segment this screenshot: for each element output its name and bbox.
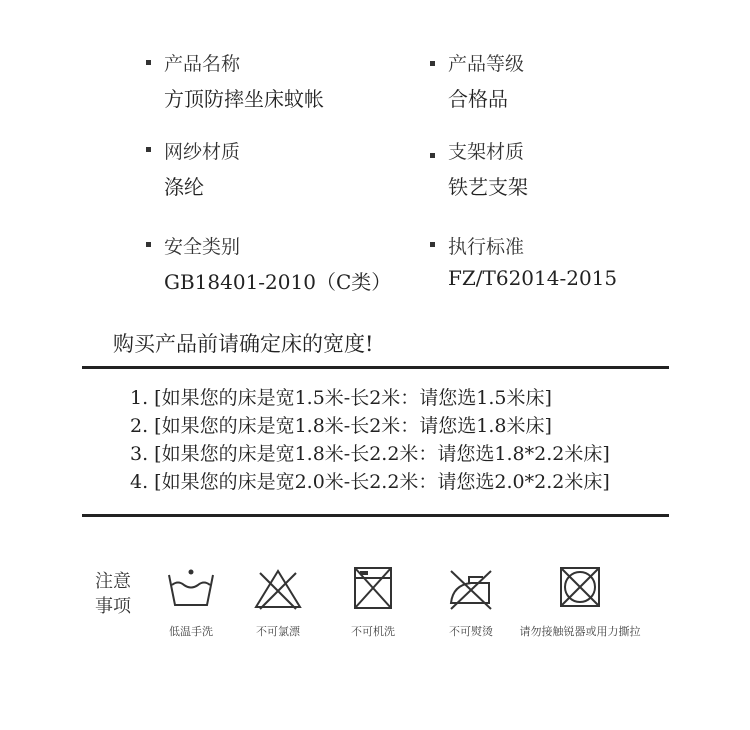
- divider-bottom: [82, 514, 669, 517]
- spec-label: 支架材质: [448, 141, 525, 163]
- care-label: 不可氯漂: [256, 625, 300, 638]
- spec-value: 涤纶: [164, 175, 204, 199]
- spec-value: 方顶防摔坐床蚊帐: [164, 87, 324, 111]
- no-ironing-icon: [441, 565, 501, 611]
- spec-value: FZ/T62014-2015: [448, 266, 618, 290]
- bullet: [146, 242, 151, 247]
- care-label: 请勿接触锐器或用力撕拉: [519, 625, 641, 638]
- no-machine-wash-icon: [343, 565, 403, 611]
- spec-label: 执行标准: [448, 236, 525, 258]
- headline: 购买产品前请确定床的宽度!: [113, 332, 374, 356]
- size-item: 1. [如果您的床是宽1.5米-长2米：请您选1.5米床]: [130, 387, 552, 409]
- bullet: [146, 147, 151, 152]
- size-list: [130, 384, 610, 496]
- bullet: [146, 60, 151, 65]
- bullet: [430, 153, 435, 158]
- bullet: [430, 242, 435, 247]
- spec-label: 安全类别: [164, 236, 241, 258]
- bullet: [430, 61, 435, 66]
- spec-label: 网纱材质: [164, 141, 241, 163]
- no-tearing-icon: [550, 565, 610, 611]
- care-title: 注意事项: [95, 571, 131, 617]
- spec-value: 合格品: [448, 87, 508, 111]
- size-item: 3. [如果您的床是宽1.8米-长2.2米：请您选1.8*2.2米床]: [130, 443, 610, 465]
- care-label: 不可熨烫: [449, 625, 493, 638]
- size-item: 2. [如果您的床是宽1.8米-长2米：请您选1.8米床]: [130, 415, 552, 437]
- care-label: 低温手洗: [169, 625, 213, 638]
- care-label: 不可机洗: [351, 625, 395, 638]
- size-item: 4. [如果您的床是宽2.0米-长2.2米：请您选2.0*2.2米床]: [130, 471, 610, 493]
- divider-top: [82, 366, 669, 369]
- spec-label: 产品等级: [448, 53, 525, 75]
- care-item-no-tearing: [505, 565, 655, 639]
- spec-value: GB18401-2010（C类）: [164, 270, 392, 294]
- spec-label: 产品名称: [164, 53, 241, 75]
- spec-value: 铁艺支架: [448, 175, 528, 199]
